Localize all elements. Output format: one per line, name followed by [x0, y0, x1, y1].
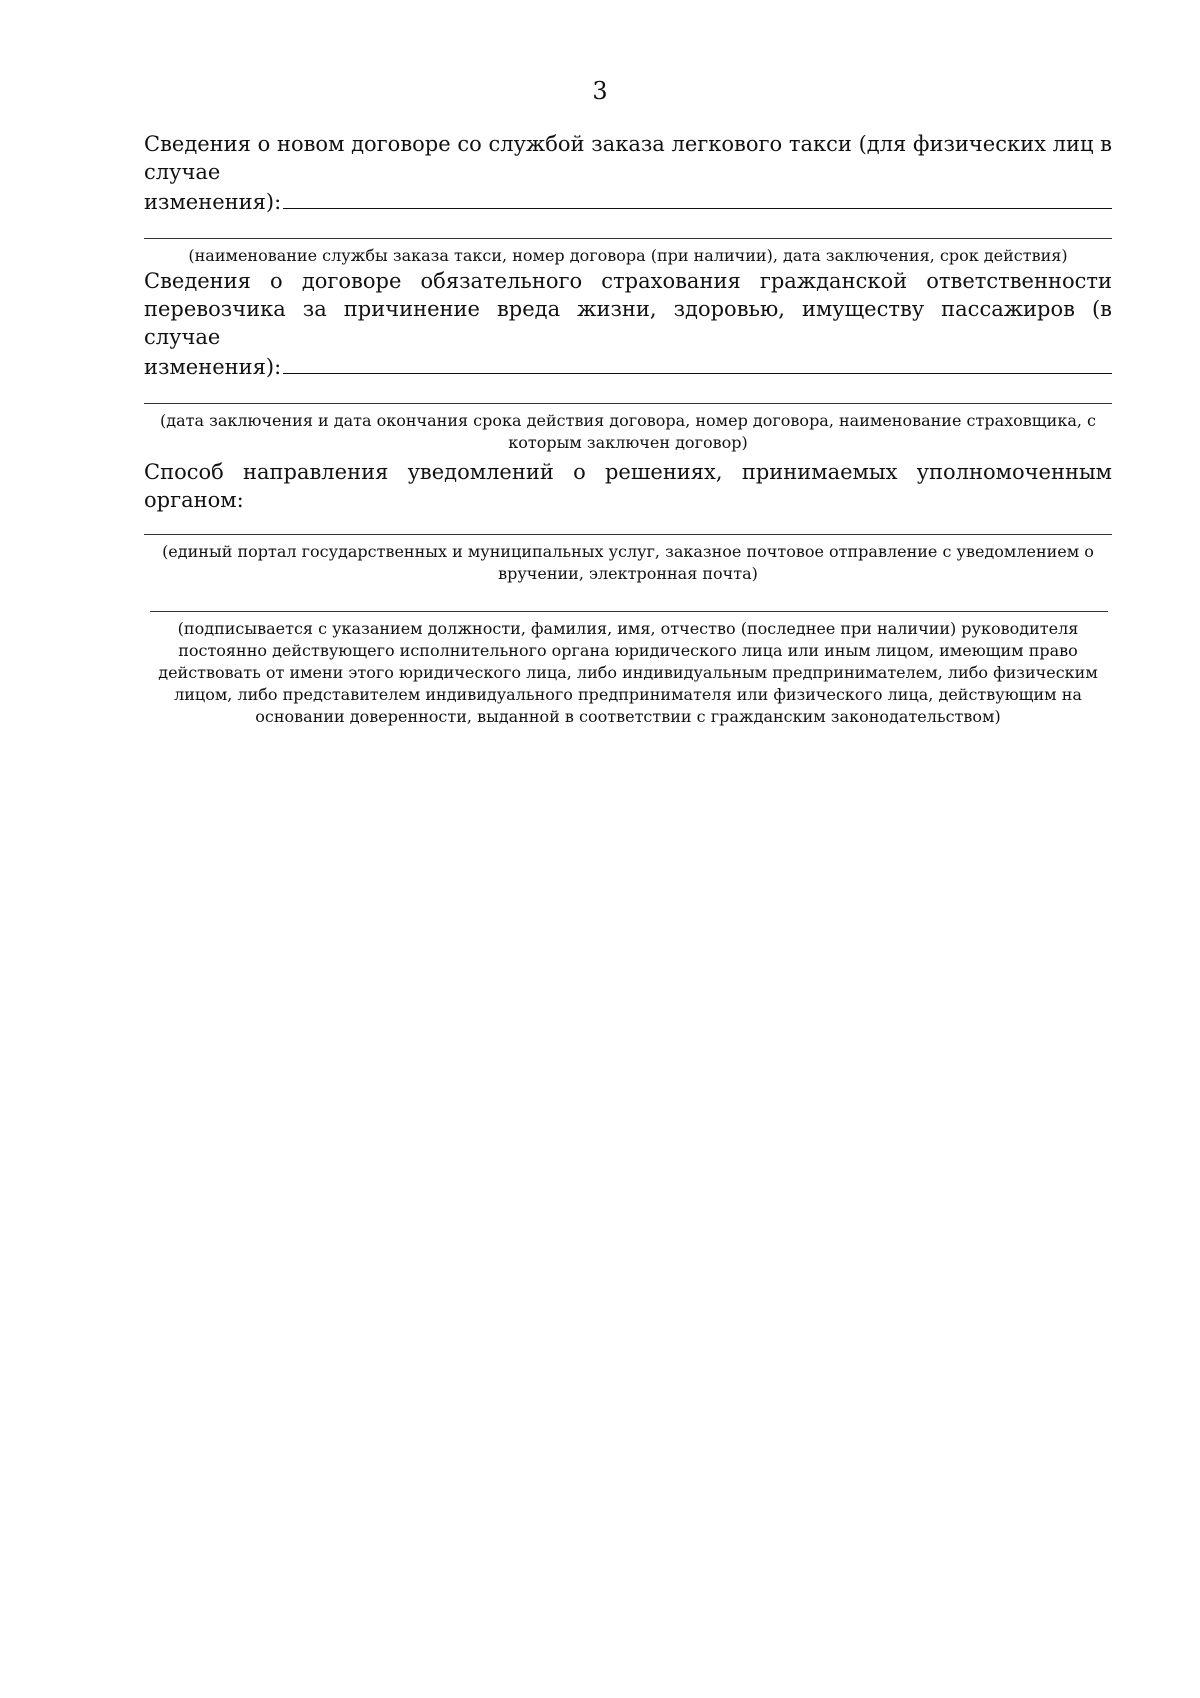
taxi-contract-text: Сведения о новом договоре со службой заказа легкового такси (для физических лиц в случае: [144, 132, 1112, 184]
signature-line[interactable]: [150, 611, 1108, 612]
notification-method-section: [144, 458, 1112, 585]
form-content: [144, 130, 1112, 728]
signature-caption: (подписывается с указанием должности, фамилия, имя, отчество (последнее при наличии) руководителя постоянно действующего исполнительного органа юридического лица или иным лицом, имеющим право действовать от имени этого юридического лица, либо индивидуальным предпринимателем, либо физическим лицом, либо представителем индивидуального предпринимателя или физического лица, действующим на основании доверенности, выданной в соответствии с гражданским законодательством): [158, 619, 1098, 726]
taxi-contract-fill-field[interactable]: [283, 186, 1112, 209]
insurance-contract-text: Сведения о договоре обязательного страхования гражданской ответственности перевозчика за причинение вреда жизни, здоровью, имуществу пассажиров (в случае: [144, 269, 1112, 349]
insurance-contract-fill-field[interactable]: [283, 351, 1112, 374]
page-number: 3: [592, 77, 608, 105]
notification-method-blank-line[interactable]: [144, 534, 1112, 535]
signature-section: [144, 611, 1112, 728]
insurance-contract-fill-line: [144, 351, 1112, 381]
insurance-contract-section: [144, 267, 1112, 454]
insurance-contract-fill-label: изменения):: [144, 355, 282, 379]
taxi-contract-blank-line[interactable]: [144, 238, 1112, 239]
insurance-contract-caption: (дата заключения и дата окончания срока действия договора, номер договора, наименование страховщика, с которым заключен договор): [159, 411, 1096, 452]
taxi-contract-caption: (наименование службы заказа такси, номер договора (при наличии), дата заключения, срок действия): [188, 246, 1068, 265]
notification-method-text: Способ направления уведомлений о решениях, принимаемых уполномоченным органом:: [144, 460, 1112, 512]
notification-method-caption: (единый портал государственных и муниципальных услуг, заказное почтовое отправление с уведомлением о вручении, электронная почта): [162, 542, 1094, 583]
taxi-contract-fill-label: изменения):: [144, 190, 282, 214]
insurance-contract-blank-line[interactable]: [144, 403, 1112, 404]
taxi-contract-section: [144, 130, 1112, 267]
taxi-contract-fill-line: [144, 186, 1112, 216]
